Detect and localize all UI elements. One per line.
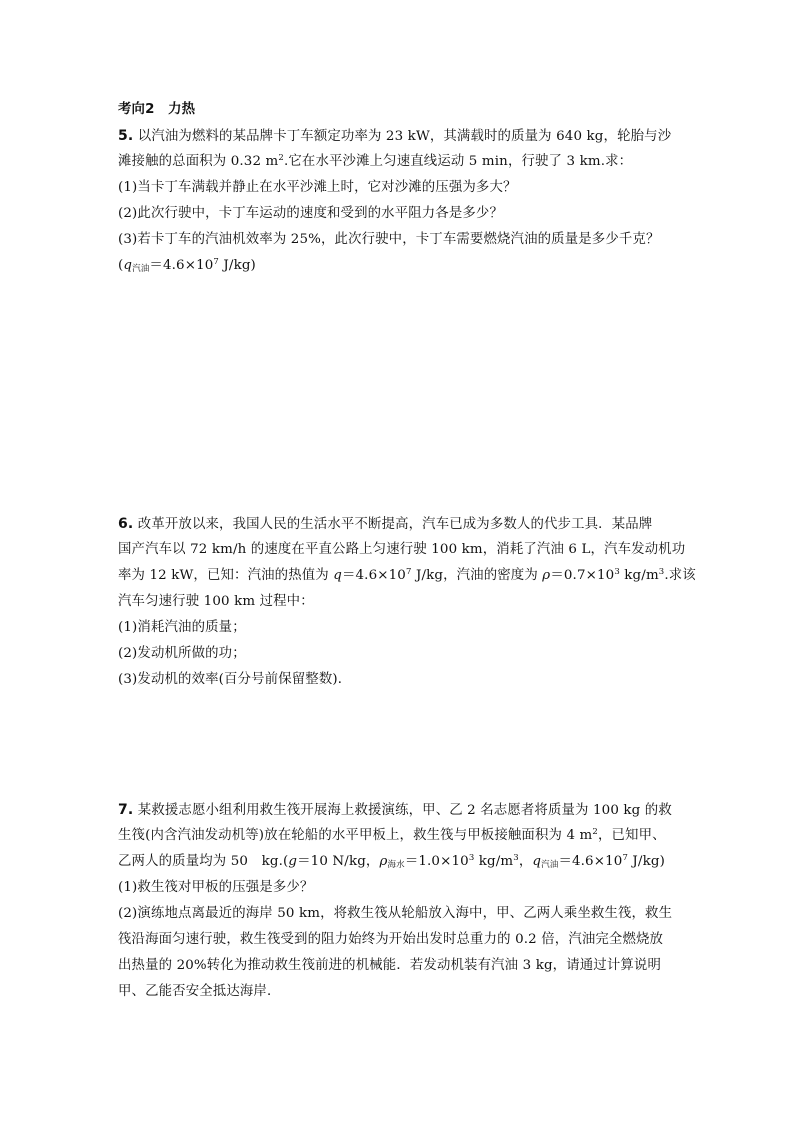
section-heading-number: 2 — [145, 102, 155, 117]
problem-5-stem-text-2a: 滩接触的总面积为 0.32 m — [118, 154, 279, 169]
problem-5-given-open: ( — [118, 258, 124, 273]
problem-7-q-subscript: 汽油 — [541, 860, 559, 870]
problem-6-stem-line-2: 国产汽车以 72 km/h 的速度在平直公路上匀速行驶 100 km，消耗了汽油 6 L，汽车发动机功 — [118, 542, 686, 557]
problem-6-question-1: (1)消耗汽油的质量； — [118, 620, 246, 635]
problem-7-question-2-line-2: 筏沿海面匀速行驶，救生筏受到的阻力始终为开始出发时总重力的 0.2 倍，汽油完全燃烧放 — [118, 932, 664, 947]
problem-6-stem-text-1: 改革开放以来，我国人民的生活水平不断提高，汽车已成为多数人的代步工具．某品牌 — [137, 517, 653, 532]
problem-6-exponent-3: 3 — [658, 567, 665, 577]
problem-7-stem-text-3a: 乙两人的质量均为 50 kg.( — [118, 854, 289, 869]
problem-7-area-exponent: 2 — [592, 827, 598, 837]
problem-7-stem-text-3b: ＝10 N/kg， — [297, 854, 380, 869]
problem-6-stem-line-3 — [118, 567, 696, 585]
problem-7-stem-text-2a: 生筏(内含汽油发动机等)放在轮船的水平甲板上，救生筏与甲板接触面积为 4 m — [118, 828, 593, 843]
section-heading-prefix: 考向 — [118, 102, 146, 117]
problem-5-given-constant — [118, 257, 678, 275]
problem-7-g-symbol: g — [288, 854, 298, 869]
problem-5-given-value: ＝4.6×10 — [149, 258, 214, 273]
problem-6-question-2: (2)发动机所做的功； — [118, 646, 246, 661]
problem-7-stem-text-3f: ＝4.6×10 — [558, 854, 623, 869]
problem-6-q-symbol: q — [333, 568, 342, 583]
problem-5-question-1: (1)当卡丁车满载并静止在水平沙滩上时，它对沙滩的压强为多大？ — [118, 180, 517, 195]
problem-5-question-2: (2)此次行驶中，卡丁车运动的速度和受到的水平阻力各是多少？ — [118, 206, 504, 221]
problem-7-number: 7. — [118, 802, 134, 818]
problem-5-area-exponent: 2 — [278, 153, 284, 163]
problem-7-q-symbol: q — [532, 854, 542, 869]
problem-6-stem-text-3a: 率为 12 kW，已知：汽油的热值为 — [118, 568, 334, 583]
problem-7-rho-subscript: 海水 — [387, 860, 405, 870]
problem-5-stem-text-1: 以汽油为燃料的某品牌卡丁车额定功率为 23 kW，其满载时的质量为 640 kg，轮胎与沙 — [137, 129, 672, 144]
problem-6-stem-line-1 — [118, 515, 678, 534]
problem-7-exponent-1: 3 — [468, 853, 475, 863]
problem-7-stem-text-1: 某救援志愿小组利用救生筏开展海上救援演练，甲、乙 2 名志愿者将质量为 100 kg 的救 — [137, 803, 672, 818]
problem-5-given-exponent: 7 — [213, 257, 219, 267]
problem-6-question-3: (3)发动机的效率(百分号前保留整数)． — [118, 672, 352, 687]
problem-5-stem-line-1 — [118, 127, 678, 146]
problem-7-question-2-line-3: 出热量的 20%转化为推动救生筏前进的机械能．若发动机装有汽油 3 kg，请通过计算说明 — [118, 958, 662, 973]
problem-7-stem-text-2b: ，已知甲、 — [597, 828, 666, 843]
problem-5-stem-line-2 — [118, 153, 678, 171]
problem-7-stem-text-3g: J/kg) — [628, 854, 665, 869]
section-heading-title: 力热 — [168, 102, 196, 117]
problem-5-question-3: (3)若卡丁车的汽油机效率为 25%，此次行驶中，卡丁车需要燃烧汽油的质量是多少千克？ — [118, 232, 660, 247]
problem-5-stem-text-2b: .它在水平沙滩上匀速直线运动 5 min，行驶了 3 km.求： — [283, 154, 633, 169]
problem-7-stem-line-3 — [118, 853, 678, 871]
problem-7-stem-text-3c: ＝1.0×10 — [404, 854, 469, 869]
problem-6-rho-symbol: ρ — [542, 568, 551, 583]
problem-5-given-subscript: 汽油 — [132, 264, 150, 274]
problem-5-given-q: q — [123, 258, 133, 273]
problem-6-stem-text-3b: ＝4.6×10 — [341, 568, 406, 583]
problem-7-rho-symbol: ρ — [379, 854, 388, 869]
problem-7-exponent-3: 7 — [622, 853, 628, 863]
problem-6-stem-text-3e: kg/m — [619, 568, 659, 583]
problem-7-question-1: (1)救生筏对甲板的压强是多少？ — [118, 880, 314, 895]
problem-7-stem-line-2 — [118, 827, 678, 845]
problem-7-stem-line-1 — [118, 801, 678, 820]
section-heading — [118, 101, 678, 119]
problem-6-stem-line-4: 汽车匀速行驶 100 km 过程中： — [118, 594, 314, 609]
problem-7-stem-text-3d: kg/m — [474, 854, 514, 869]
problem-7-question-2-line-4: 甲、乙能否安全抵达海岸． — [118, 984, 281, 999]
problem-6-stem-text-3d: ＝0.7×10 — [550, 568, 615, 583]
problem-6-stem-text-3c: J/kg，汽油的密度为 — [411, 568, 543, 583]
problem-7-question-2-line-1: (2)演练地点离最近的海岸 50 km，将救生筏从轮船放入海中，甲、乙两人乘坐救生筏，救生 — [118, 906, 673, 921]
problem-7-stem-text-3e: ， — [518, 854, 533, 869]
problem-7-exponent-2: 3 — [513, 853, 519, 863]
problem-6-number: 6. — [118, 516, 134, 532]
problem-6-exponent-1: 7 — [405, 567, 412, 577]
problem-5-given-unit: J/kg) — [218, 258, 256, 273]
problem-6-exponent-2: 3 — [614, 567, 620, 577]
problem-6-stem-text-3f: .求该 — [664, 568, 696, 583]
problem-5-number: 5. — [118, 128, 134, 144]
